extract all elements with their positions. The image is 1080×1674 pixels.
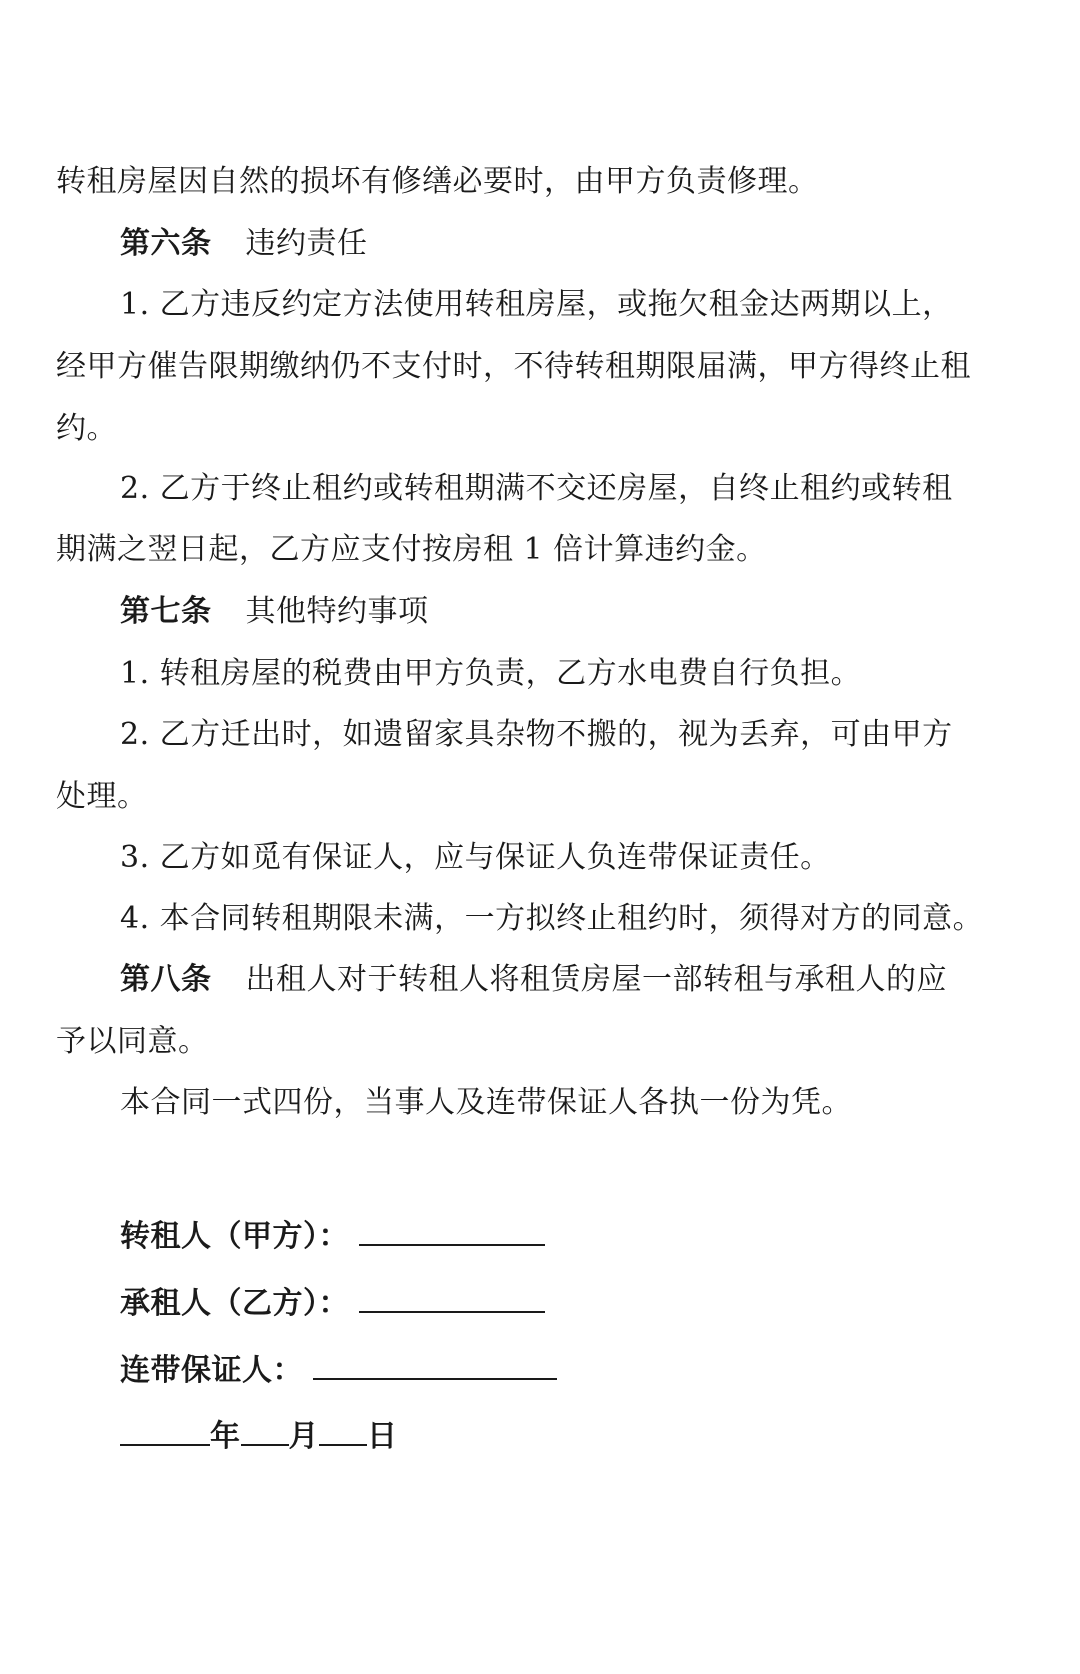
day-blank[interactable] (319, 1414, 367, 1446)
article-6-clause-2-line-1: 2. 乙方于终止租约或转租期满不交还房屋，自终止租约或转租 (120, 471, 953, 506)
article-8-line-1 (120, 960, 947, 1000)
article-6-heading (120, 224, 368, 264)
month-label: 月 (288, 1419, 319, 1454)
month-blank[interactable] (241, 1414, 289, 1446)
article-7-clause-4: 4. 本合同转租期限未满，一方拟终止租约时，须得对方的同意。 (120, 901, 984, 936)
copies-clause: 本合同一式四份，当事人及连带保证人各执一份为凭。 (120, 1085, 852, 1120)
day-label: 日 (367, 1419, 398, 1454)
article-6-clause-2-line-2: 期满之翌日起，乙方应支付按房租 1 倍计算违约金。 (56, 532, 767, 567)
year-label: 年 (210, 1419, 241, 1454)
article-7-title: 其他特约事项 (245, 594, 429, 629)
article-7-label: 第七条 (120, 594, 212, 629)
article-8-line-2: 予以同意。 (56, 1024, 209, 1059)
article-6-clause-1-line-3: 约。 (56, 411, 117, 446)
article-6-clause-1-line-2: 经甲方催告限期缴纳仍不支付时，不待转租期限届满，甲方得终止租 (56, 349, 971, 384)
lessee-label: 承租人（乙方）： (120, 1286, 349, 1321)
article-7-clause-2-line-1: 2. 乙方迁出时，如遗留家具杂物不搬的，视为丢弃，可由甲方 (120, 717, 953, 752)
guarantor-signature-line[interactable] (313, 1348, 557, 1380)
paragraph-repair: 转租房屋因自然的损坏有修缮必要时，由甲方负责修理。 (56, 164, 819, 199)
sublessor-signature-line[interactable] (359, 1214, 545, 1246)
article-7-clause-2-line-2: 处理。 (56, 779, 148, 814)
date-row (120, 1414, 398, 1457)
article-7-heading (120, 592, 429, 632)
guarantor-label: 连带保证人： (120, 1353, 303, 1388)
article-6-label: 第六条 (120, 226, 212, 261)
year-blank[interactable] (120, 1414, 210, 1446)
lessee-signature-line[interactable] (359, 1281, 545, 1313)
lessee-signature-row (120, 1281, 545, 1324)
article-7-clause-3: 3. 乙方如觅有保证人，应与保证人负连带保证责任。 (120, 840, 831, 875)
sublessor-label: 转租人（甲方）： (120, 1219, 349, 1254)
article-8-text: 出租人对于转租人将租赁房屋一部转租与承租人的应 (245, 962, 947, 997)
article-7-clause-1: 1. 转租房屋的税费由甲方负责，乙方水电费自行负担。 (120, 656, 862, 691)
article-6-title: 违约责任 (245, 226, 368, 261)
article-6-clause-1-line-1: 1. 乙方违反约定方法使用转租房屋，或拖欠租金达两期以上， (120, 287, 953, 322)
sublessor-signature-row (120, 1214, 545, 1257)
article-8-label: 第八条 (120, 962, 212, 997)
guarantor-signature-row (120, 1348, 557, 1391)
